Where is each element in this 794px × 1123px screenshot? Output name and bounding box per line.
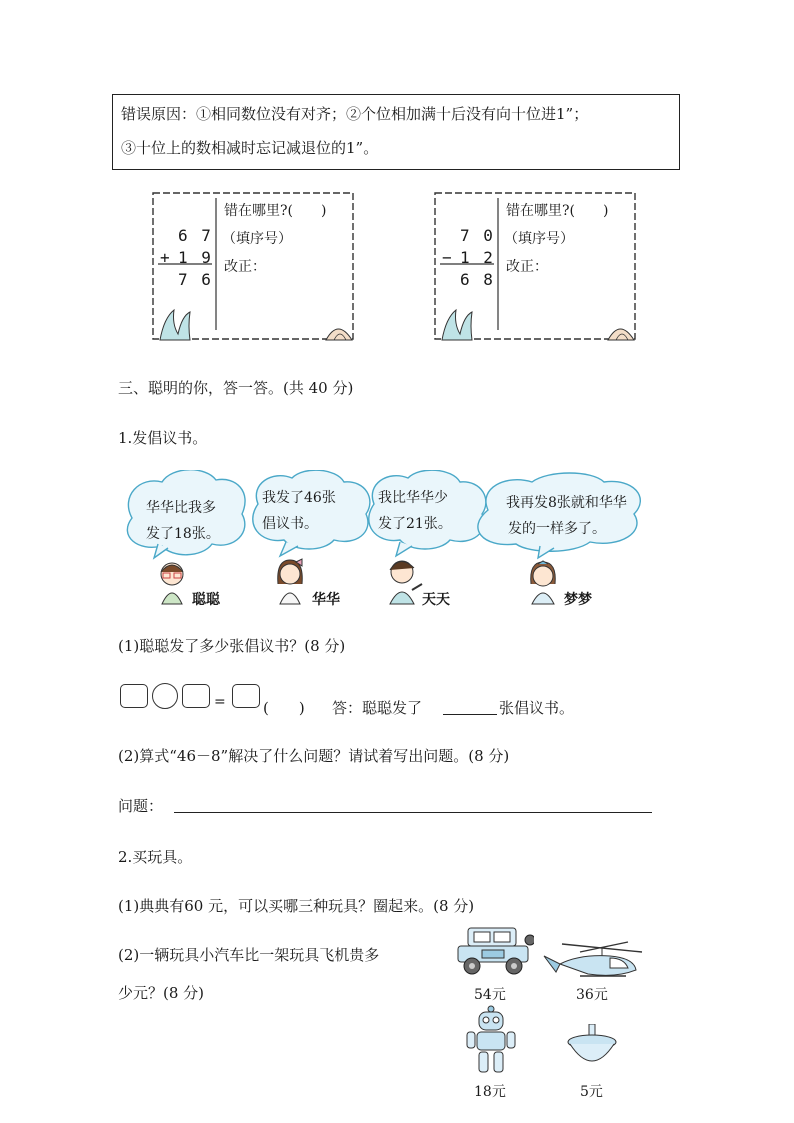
section-title: 三、聪明的你，答一答。(共 40 分): [118, 379, 354, 397]
bubble-4-line-2: 发的一样多了。: [508, 521, 606, 537]
fill-number-hint: （填序号）: [222, 231, 292, 247]
answer-box-1[interactable]: [120, 684, 148, 708]
question-label: 问题：: [118, 797, 164, 815]
helicopter-icon[interactable]: [540, 938, 644, 980]
girl-mengmeng-icon: [526, 560, 560, 606]
bubble-1-line-1: 华华比我多: [146, 500, 216, 516]
question-1-sub-2: (2)算式“46－8”解决了什么问题？请试着写出问题。(8 分): [118, 747, 510, 765]
unit-parentheses[interactable]: ( ): [263, 699, 305, 717]
question-2-sub-2-line-2: 少元？(8 分): [118, 984, 205, 1002]
question-1-sub-1: (1)聪聪发了多少张倡议书？(8 分): [118, 637, 346, 655]
bubble-2-line-1: 我发了46张: [262, 490, 336, 506]
calc-result: 7 6: [178, 270, 213, 289]
where-wrong-label: 错在哪里?( ): [506, 203, 609, 219]
bubble-4-line-1: 我再发8张就和华华: [506, 495, 627, 511]
answer-blank[interactable]: [443, 714, 497, 715]
boy-tiantian-icon: [384, 556, 424, 606]
question-2-sub-1: (1)典典有60 元，可以买哪三种玩具？圈起来。(8 分): [118, 897, 475, 915]
where-wrong-label: 错在哪里?( ): [224, 203, 327, 219]
question-2-title: 2.买玩具。: [118, 848, 193, 866]
error-card-2: [432, 190, 638, 342]
error-reason-line-2: ③十位上的数相减时忘记减退位的1”。: [121, 139, 379, 157]
bubble-3-line-2: 发了21张。: [378, 516, 452, 532]
error-card-1: [150, 190, 356, 342]
name-mengmeng: 梦梦: [564, 592, 592, 608]
answer-tail: 张倡议书。: [499, 699, 575, 717]
calc-operator: +: [160, 248, 172, 267]
bubble-3-line-1: 我比华华少: [378, 490, 448, 506]
boy-congcong-icon: [154, 560, 190, 606]
equals-sign: =: [214, 694, 226, 710]
bubble-1-line-2: 发了18张。: [146, 526, 220, 542]
spinning-top-price: 5元: [580, 1084, 603, 1100]
name-tiantian: 天天: [422, 592, 450, 608]
robot-icon[interactable]: [464, 1004, 518, 1076]
girl-huahua-icon: [272, 558, 308, 606]
bubble-2-line-2: 倡议书。: [262, 516, 318, 532]
fill-number-hint: （填序号）: [504, 231, 574, 247]
robot-price: 18元: [474, 1084, 506, 1100]
calc-second-number: 1 2: [460, 248, 495, 267]
name-huahua: 华华: [312, 592, 340, 608]
correction-label: 改正：: [506, 259, 548, 275]
calc-top-number: 6 7: [178, 226, 213, 245]
car-icon[interactable]: [454, 924, 534, 978]
error-reason-line-1: 错误原因：①相同数位没有对齐；②个位相加满十后没有向十位进1”；: [121, 105, 589, 123]
calc-result: 6 8: [460, 270, 495, 289]
error-reason-box: [112, 94, 680, 170]
helicopter-price: 36元: [576, 987, 608, 1003]
correction-label: 改正：: [224, 259, 266, 275]
answer-box-2[interactable]: [182, 684, 210, 708]
calc-second-number: 1 9: [178, 248, 213, 267]
operator-circle[interactable]: [152, 683, 178, 709]
calc-operator: −: [442, 248, 454, 267]
spinning-top-icon[interactable]: [566, 1024, 618, 1074]
question-1-title: 1.发倡议书。: [118, 429, 208, 447]
name-congcong: 聪聪: [192, 592, 220, 608]
answer-box-3[interactable]: [232, 684, 260, 708]
answer-label: 答：聪聪发了: [332, 699, 423, 717]
question-2-sub-2-line-1: (2)一辆玩具小汽车比一架玩具飞机贵多: [118, 946, 380, 964]
question-answer-line[interactable]: [174, 812, 652, 813]
car-price: 54元: [474, 987, 506, 1003]
calc-top-number: 7 0: [460, 226, 495, 245]
